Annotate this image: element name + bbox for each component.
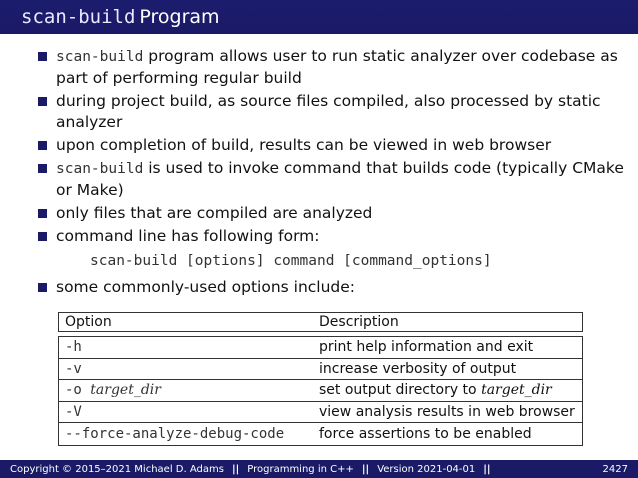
- footer-copyright: Copyright © 2015–2021 Michael D. Adams: [10, 463, 224, 475]
- bullet-code: scan-build: [56, 49, 144, 65]
- bullet-item: [40, 277, 628, 298]
- option-cell: --force-analyze-debug-code: [65, 425, 285, 442]
- table-row: [59, 380, 582, 402]
- bullet-square-icon: [38, 164, 47, 173]
- description-cell: increase verbosity of output: [319, 360, 517, 377]
- description-cell: force assertions to be enabled: [319, 425, 532, 442]
- table-row: [59, 423, 582, 445]
- bullet-item: [40, 158, 628, 201]
- footer-separator: ||: [483, 463, 491, 475]
- bullet-code: scan-build: [56, 161, 144, 177]
- slide-title: [0, 0, 638, 34]
- table-body: [58, 336, 583, 446]
- footer-separator: ||: [361, 463, 370, 475]
- header-option: Option: [65, 314, 112, 330]
- description-cell: view analysis results in web browser: [319, 403, 575, 420]
- option-cell: -V: [65, 403, 82, 420]
- bullet-item: [40, 226, 628, 247]
- bullet-square-icon: [38, 209, 47, 218]
- bullet-item: [40, 203, 628, 224]
- option-cell: -h: [65, 339, 82, 356]
- bullet-square-icon: [38, 141, 47, 150]
- slide-footer: [0, 460, 638, 478]
- bullet-text: upon completion of build, results can be viewed in web browser: [56, 136, 552, 154]
- bullet-square-icon: [38, 52, 47, 61]
- option-arg: target_dir: [90, 382, 161, 399]
- description-text: set output directory to: [319, 382, 482, 399]
- bullet-item: [40, 135, 628, 156]
- page-number: 2427: [602, 463, 628, 475]
- description-cell: [311, 382, 582, 398]
- bullet-list: [40, 46, 628, 300]
- option-cell: [59, 382, 311, 398]
- table-row: [59, 402, 582, 424]
- command-line-example: scan-build [options] command [command_options]: [90, 253, 492, 269]
- table-header: [58, 312, 583, 332]
- bullet-item: [40, 46, 628, 89]
- bullet-text: program allows user to run static analyzer over codebase as part of performing regular build: [56, 47, 618, 87]
- title-word: Program: [139, 6, 220, 28]
- description-arg: target_dir: [481, 382, 552, 399]
- bullet-text: only files that are compiled are analyzed: [56, 204, 373, 222]
- bullet-text: some commonly-used options include:: [56, 278, 356, 296]
- options-table: [58, 312, 583, 446]
- footer-separator: ||: [231, 463, 240, 475]
- bullet-text: is used to invoke command that builds code (typically CMake or Make): [56, 159, 624, 199]
- bullet-square-icon: [38, 97, 47, 106]
- bullet-item: [40, 91, 628, 133]
- table-row: [59, 359, 582, 381]
- bullet-text: during project build, as source files compiled, also processed by static analyzer: [56, 92, 601, 131]
- bullet-square-icon: [38, 283, 47, 292]
- header-description: Description: [319, 314, 399, 330]
- option-flag: -o: [65, 382, 91, 399]
- bullet-square-icon: [38, 232, 47, 241]
- bullet-text: command line has following form:: [56, 227, 320, 245]
- description-cell: print help information and exit: [319, 339, 534, 356]
- option-cell: -v: [65, 360, 82, 377]
- title-code: scan-build: [21, 6, 136, 28]
- footer-course: Programming in C++: [247, 463, 354, 475]
- footer-version: Version 2021-04-01: [377, 463, 476, 475]
- table-row: [59, 337, 582, 359]
